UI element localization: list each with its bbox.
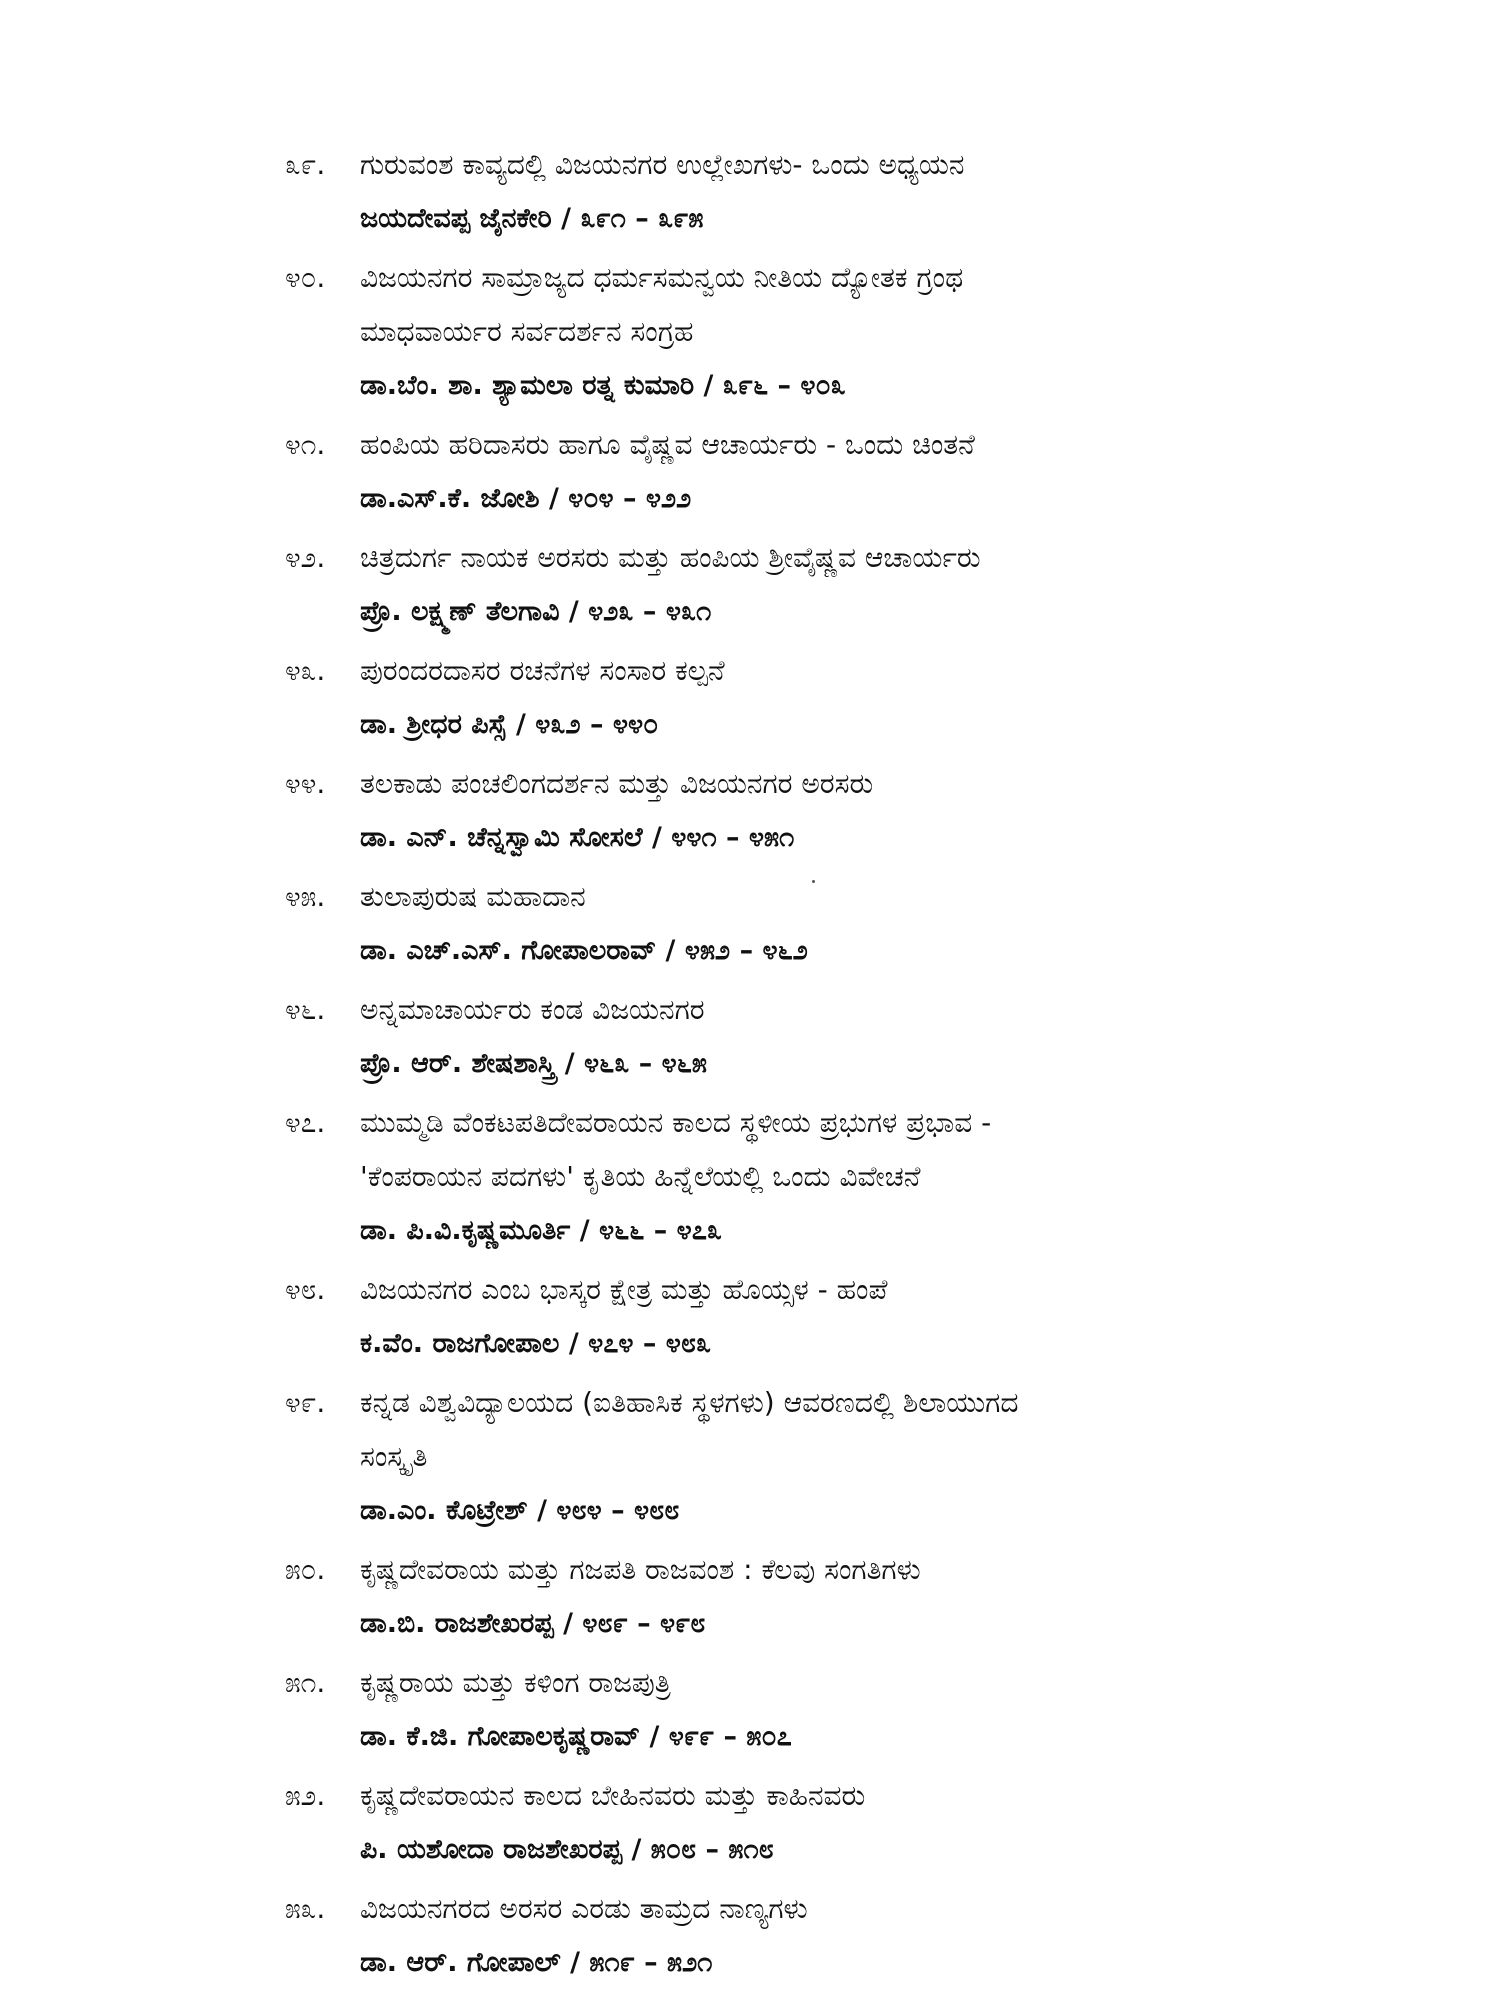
entry-title-line: ಕೃಷ್ಣದೇವರಾಯ ಮತ್ತು ಗಜಪತಿ ರಾಜವಂಶ : ಕೆಲವು ಸಂಗತಿಗಳು — [360, 1553, 921, 1586]
entry-number: ೪೨. — [285, 541, 326, 574]
entry-number: ೪೧. — [285, 428, 326, 461]
entry-title-line: ಮಾಧವಾರ್ಯರ ಸರ್ವದರ್ಶನ ಸಂಗ್ರಹ — [360, 315, 694, 348]
entry-author-pages: ಪ್ರೊ. ಲಕ್ಷ್ಮಣ್ ತೆಲಗಾವಿ / ೪೨೩ – ೪೩೧ — [360, 596, 712, 627]
toc-entry — [285, 138, 1285, 246]
toc-entry — [285, 1376, 1285, 1538]
entry-author-pages: ಡಾ.ಬಿ. ರಾಜಶೇಖರಪ್ಪ / ೪೮೯ – ೪೯೮ — [360, 1608, 706, 1639]
entry-number: ೪೭. — [285, 1106, 326, 1139]
entry-body — [360, 1376, 1285, 1538]
entry-number: ೪೯. — [285, 1386, 326, 1419]
entry-author-pages: ಡಾ. ಕೆ.ಜಿ. ಗೋಪಾಲಕೃಷ್ಣರಾವ್ / ೪೯೯ – ೫೦೭ — [360, 1721, 792, 1752]
toc-entry — [285, 983, 1285, 1091]
entry-author-pages: ಡಾ. ಎನ್. ಚೆನ್ನಸ್ವಾಮಿ ಸೋಸಲೆ / ೪೪೧ – ೪೫೧ — [360, 822, 795, 853]
entry-author-pages: ಡಾ. ಆರ್. ಗೋಪಾಲ್ / ೫೧೯ – ೫೨೧ — [360, 1947, 713, 1978]
entry-title-line: ಕೃಷ್ಣರಾಯ ಮತ್ತು ಕಳಿಂಗ ರಾಜಪುತ್ರಿ — [360, 1666, 671, 1699]
entry-body — [360, 644, 1285, 752]
scan-speck — [812, 880, 815, 883]
entry-author-pages: ಪ್ರೊ. ಆರ್. ಶೇಷಶಾಸ್ತ್ರಿ / ೪೬೩ – ೪೬೫ — [360, 1048, 707, 1079]
entry-number: ೪೪. — [285, 767, 326, 800]
entry-body — [360, 1263, 1285, 1371]
entry-author-pages: ಡಾ.ಬೆಂ. ಶಾ. ಶ್ಯಾಮಲಾ ರತ್ನ ಕುಮಾರಿ / ೩೯೬ – ೪೦೩ — [360, 370, 846, 401]
entry-title-line: ತಲಕಾಡು ಪಂಚಲಿಂಗದರ್ಶನ ಮತ್ತು ವಿಜಯನಗರ ಅರಸರು — [360, 767, 874, 800]
entry-body — [360, 1096, 1285, 1258]
entry-author-pages: ಕ.ವೆಂ. ರಾಜಗೋಪಾಲ / ೪೭೪ – ೪೮೩ — [360, 1328, 712, 1359]
entry-author-pages: ಡಾ. ಶ್ರೀಧರ ಪಿಸ್ಸೆ / ೪೩೨ – ೪೪೦ — [360, 709, 659, 740]
toc-entry — [285, 1543, 1285, 1651]
entry-body — [360, 1656, 1285, 1764]
entry-title-line: ಹಂಪಿಯ ಹರಿದಾಸರು ಹಾಗೂ ವೈಷ್ಣವ ಆಚಾರ್ಯರು - ಒಂದು ಚಿಂತನೆ — [360, 428, 975, 461]
entry-author-pages: ಪಿ. ಯಶೋದಾ ರಾಜಶೇಖರಪ್ಪ / ೫೦೮ – ೫೧೮ — [360, 1834, 774, 1865]
entry-number: ೪೮. — [285, 1273, 326, 1306]
entry-number: ೪೬. — [285, 993, 326, 1026]
toc-entry — [285, 251, 1285, 413]
entry-title-line: ವಿಜಯನಗರದ ಅರಸರ ಎರಡು ತಾಮ್ರದ ನಾಣ್ಯಗಳು — [360, 1892, 808, 1925]
entry-number: ೫೩. — [285, 1892, 326, 1925]
entry-title-line: ಕನ್ನಡ ವಿಶ್ವವಿದ್ಯಾಲಯದ (ಐತಿಹಾಸಿಕ ಸ್ಥಳಗಳು) ಆವರಣದಲ್ಲಿ ಶಿಲಾಯುಗದ — [360, 1386, 1019, 1419]
entry-number: ೪೩. — [285, 654, 326, 687]
toc-entry — [285, 1263, 1285, 1371]
entry-title-line: ಕೃಷ್ಣದೇವರಾಯನ ಕಾಲದ ಬೇಹಿನವರು ಮತ್ತು ಕಾಹಿನವರು — [360, 1779, 866, 1812]
entry-title-line: ವಿಜಯನಗರ ಸಾಮ್ರಾಜ್ಯದ ಧರ್ಮಸಮನ್ವಯ ನೀತಿಯ ದ್ಯೋತಕ ಗ್ರಂಥ — [360, 261, 964, 294]
entry-body — [360, 531, 1285, 639]
entry-title-line: ಪುರಂದರದಾಸರ ರಚನೆಗಳ ಸಂಸಾರ ಕಲ್ಪನೆ — [360, 654, 725, 687]
toc-entry — [285, 531, 1285, 639]
entry-body — [360, 1769, 1285, 1877]
entry-number: ೫೧. — [285, 1666, 326, 1699]
entry-author-pages: ಡಾ.ಎಂ. ಕೊಟ್ರೇಶ್ / ೪೮೪ – ೪೮೮ — [360, 1495, 680, 1526]
entry-title-line: ಸಂಸ್ಕೃತಿ — [360, 1440, 428, 1473]
entry-body — [360, 757, 1285, 865]
entry-title-line: ಮುಮ್ಮಡಿ ವೆಂಕಟಪತಿದೇವರಾಯನ ಕಾಲದ ಸ್ಥಳೀಯ ಪ್ರಭುಗಳ ಪ್ರಭಾವ - — [360, 1106, 992, 1139]
entry-number: ೩೯. — [285, 148, 326, 181]
toc-entry — [285, 1096, 1285, 1258]
entry-title-line: ತುಲಾಪುರುಷ ಮಹಾದಾನ — [360, 880, 586, 913]
entry-body — [360, 418, 1285, 526]
toc-entry — [285, 644, 1285, 752]
entry-author-pages: ಡಾ. ಎಚ್.ಎಸ್. ಗೋಪಾಲರಾವ್ / ೪೫೨ – ೪೬೨ — [360, 935, 808, 966]
entry-body — [360, 983, 1285, 1091]
entry-body — [360, 1543, 1285, 1651]
entry-number: ೪೦. — [285, 261, 326, 294]
entry-title-line: ಅನ್ನಮಾಚಾರ್ಯರು ಕಂಡ ವಿಜಯನಗರ — [360, 993, 705, 1026]
entry-body — [360, 251, 1285, 413]
toc-entry — [285, 1769, 1285, 1877]
toc-entry — [285, 1882, 1285, 1990]
toc-entry — [285, 418, 1285, 526]
entry-author-pages: ಡಾ.ಎಸ್.ಕೆ. ಜೋಶಿ / ೪೦೪ – ೪೨೨ — [360, 483, 692, 514]
entry-number: ೫೨. — [285, 1779, 326, 1812]
table-of-contents — [285, 138, 1285, 1995]
entry-author-pages: ಜಯದೇವಪ್ಪ ಜೈನಕೇರಿ / ೩೯೧ – ೩೯೫ — [360, 203, 704, 234]
entry-title-line: ಗುರುವಂಶ ಕಾವ್ಯದಲ್ಲಿ ವಿಜಯನಗರ ಉಲ್ಲೇಖಗಳು- ಒಂದು ಅಧ್ಯಯನ — [360, 148, 965, 181]
entry-body — [360, 1882, 1285, 1990]
toc-entry — [285, 870, 1285, 978]
entry-number: ೫೦. — [285, 1553, 326, 1586]
entry-title-line: 'ಕೆಂಪರಾಯನ ಪದಗಳು' ಕೃತಿಯ ಹಿನ್ನೆಲೆಯಲ್ಲಿ ಒಂದು ವಿವೇಚನೆ — [360, 1160, 921, 1193]
toc-entry — [285, 1656, 1285, 1764]
entry-author-pages: ಡಾ. ಪಿ.ವಿ.ಕೃಷ್ಣಮೂರ್ತಿ / ೪೬೬ – ೪೭೩ — [360, 1215, 722, 1246]
entry-title-line: ಚಿತ್ರದುರ್ಗ ನಾಯಕ ಅರಸರು ಮತ್ತು ಹಂಪಿಯ ಶ್ರೀವೈಷ್ಣವ ಆಚಾರ್ಯರು — [360, 541, 981, 574]
entry-body — [360, 138, 1285, 246]
entry-body — [360, 870, 1285, 978]
toc-entry — [285, 757, 1285, 865]
entry-number: ೪೫. — [285, 880, 326, 913]
entry-title-line: ವಿಜಯನಗರ ಎಂಬ ಭಾಸ್ಕರ ಕ್ಷೇತ್ರ ಮತ್ತು ಹೊಯ್ಸಳ - ಹಂಪೆ — [360, 1273, 888, 1306]
